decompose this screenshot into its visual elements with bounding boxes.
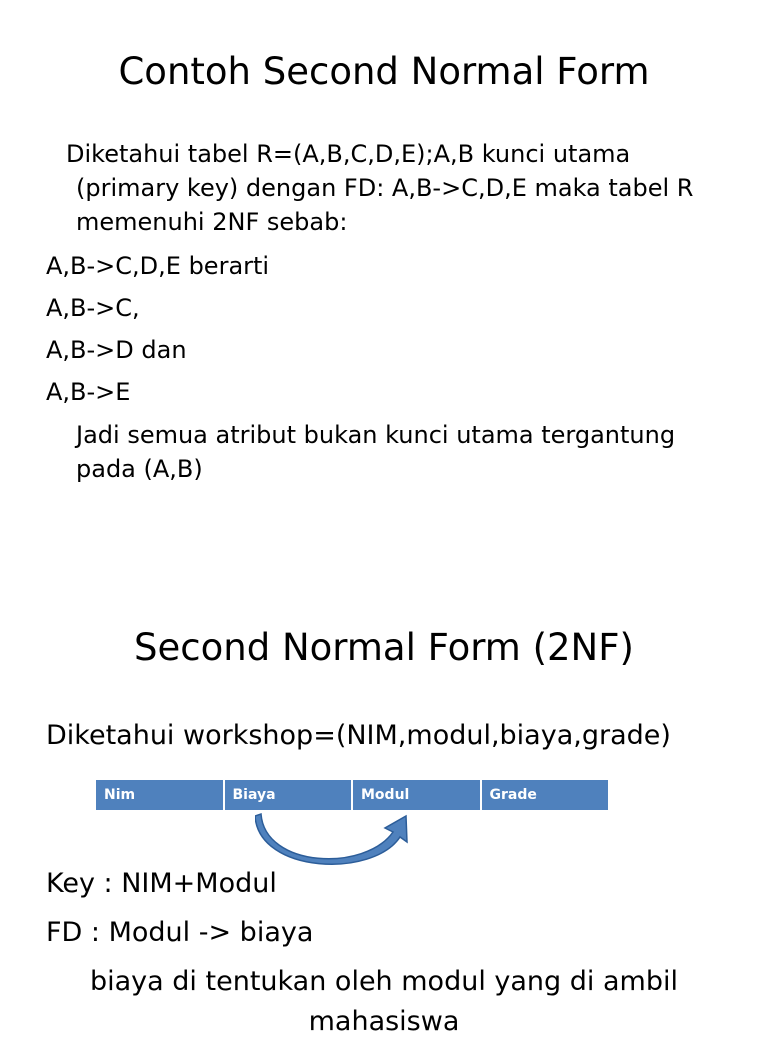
header-cell-nim: Nim: [96, 780, 225, 810]
slide2-title: Second Normal Form (2NF): [134, 626, 634, 669]
slide1-intro-line2: (primary key) dengan FD: A,B->C,D,E maka tabel R: [76, 174, 694, 202]
slide1-intro-line1: Diketahui tabel R=(A,B,C,D,E);A,B kunci utama: [66, 140, 631, 168]
slide1-conclusion-line2: pada (A,B): [76, 455, 203, 483]
slide2-note-line2: mahasiswa: [308, 1006, 460, 1037]
header-cell-grade: Grade: [482, 780, 609, 810]
header-cell-modul: Modul: [353, 780, 482, 810]
workshop-table-header: [96, 780, 608, 810]
slide1-item: A,B->C,: [46, 294, 140, 322]
slide2-fd: FD : Modul -> biaya: [46, 917, 314, 948]
slide2-known: Diketahui workshop=(NIM,modul,biaya,grade): [46, 720, 671, 751]
header-cell-biaya: Biaya: [225, 780, 354, 810]
slide1-item: A,B->D dan: [46, 336, 187, 364]
slide1-intro-line3: memenuhi 2NF sebab:: [76, 208, 348, 236]
slide1-title: Contoh Second Normal Form: [118, 50, 650, 93]
slide2-key: Key : NIM+Modul: [46, 868, 277, 899]
slide1-item: A,B->C,D,E berarti: [46, 252, 270, 280]
dependency-arrow-icon: [255, 808, 415, 870]
slide2-note-line1: biaya di tentukan oleh modul yang di ambil: [90, 966, 678, 997]
slide1-conclusion-line1: Jadi semua atribut bukan kunci utama tergantung: [76, 421, 676, 449]
slide1-item: A,B->E: [46, 378, 131, 406]
